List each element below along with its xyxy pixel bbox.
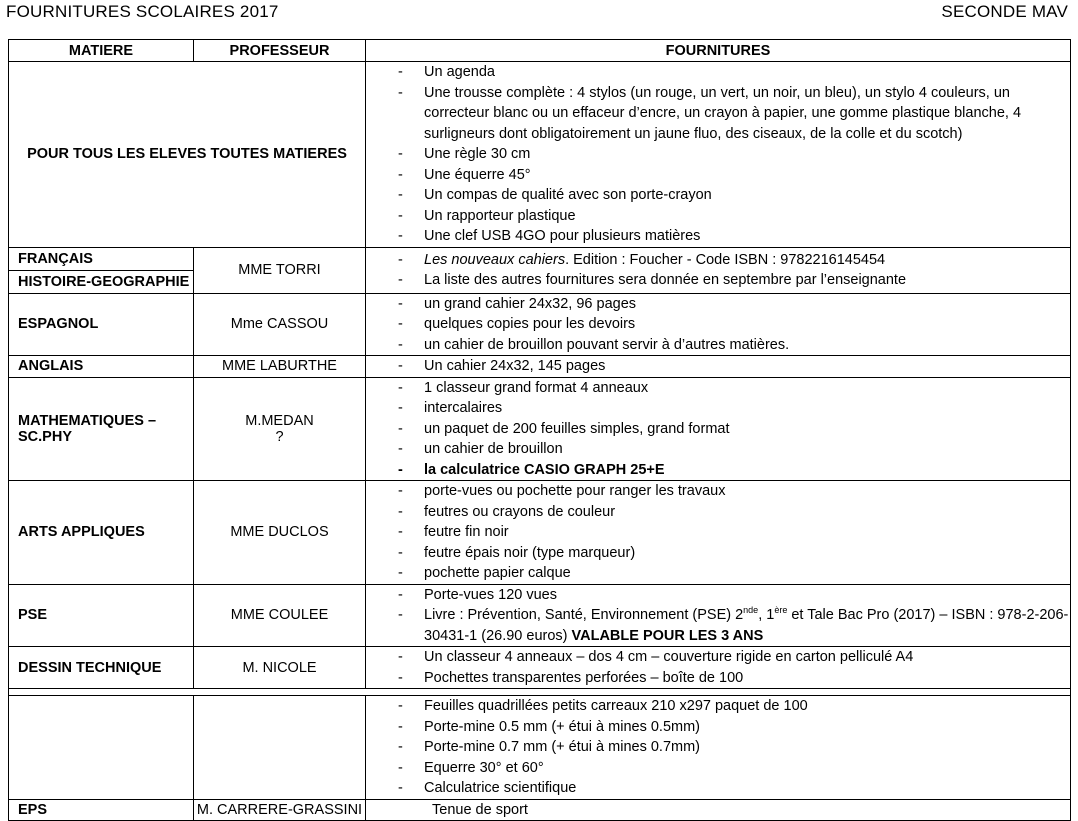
subject-cell: ESPAGNOL	[9, 293, 194, 356]
table-row	[9, 481, 1071, 585]
table-row	[9, 799, 1071, 820]
supplies-table	[8, 39, 1071, 821]
teacher-cell: MME COULEE	[194, 584, 366, 647]
list-item: - la calculatrice CASIO GRAPH 25+E	[366, 460, 1070, 481]
supplies-cell	[366, 584, 1071, 647]
list-item: - Pochettes transparentes perforées – boîte de 100	[366, 668, 1070, 689]
column-header-matiere: MATIERE	[9, 40, 194, 62]
supplies-cell	[366, 62, 1071, 248]
teacher-unknown: ?	[275, 428, 284, 445]
teacher-cell	[194, 696, 366, 800]
list-item: - Une équerre 45°	[366, 165, 1070, 186]
teacher-cell: Mme CASSOU	[194, 293, 366, 356]
supplies-cell	[366, 247, 1071, 293]
subject-label: FRANÇAIS	[18, 250, 93, 267]
table-row	[9, 647, 1071, 689]
subject-cell: ARTS APPLIQUES	[9, 481, 194, 585]
list-item: - Equerre 30° et 60°	[366, 758, 1070, 779]
book-title: Les nouveaux cahiers	[424, 251, 566, 268]
list-item: - un cahier de brouillon	[366, 439, 1070, 460]
teacher-cell: MME TORRI	[194, 247, 366, 293]
table-row	[9, 356, 1071, 378]
document-title: FOURNITURES SCOLAIRES 2017	[6, 2, 279, 21]
subject-cell	[9, 247, 194, 293]
teacher-name: M.MEDAN	[245, 412, 314, 429]
column-header-professeur: PROFESSEUR	[194, 40, 366, 62]
list-item: - pochette papier calque	[366, 563, 1070, 584]
table-row	[9, 247, 1071, 293]
subject-cell	[9, 696, 194, 800]
supplies-cell: Tenue de sport	[366, 799, 1071, 820]
subject-cell: DESSIN TECHNIQUE	[9, 647, 194, 689]
list-item: - feutres ou crayons de couleur	[366, 502, 1070, 523]
teacher-cell	[194, 377, 366, 481]
list-item: - Une trousse complète : 4 stylos (un rouge, un vert, un noir, un bleu), un stylo 4 couleurs, un correcteur blanc ou un effaceur d’encre, un crayon à papier, une gomme plastique blanche, 4 surligneurs dont obligatoirement un jaune fluo, des ciseaux, de la colle et du scotch)	[366, 83, 1070, 145]
list-item: - intercalaires	[366, 398, 1070, 419]
subject-label: HISTOIRE-GEOGRAPHIE	[9, 270, 193, 293]
list-item: - Un cahier 24x32, 145 pages	[366, 356, 1070, 377]
list-item: - Un compas de qualité avec son porte-crayon	[366, 185, 1070, 206]
list-item: - un paquet de 200 feuilles simples, grand format	[366, 419, 1070, 440]
supplies-cell	[366, 293, 1071, 356]
table-row	[9, 696, 1071, 800]
table-gap-row	[9, 689, 1071, 696]
table-row	[9, 584, 1071, 647]
subject-cell: EPS	[9, 799, 194, 820]
list-item: - un grand cahier 24x32, 96 pages	[366, 294, 1070, 315]
list-item: - Un classeur 4 anneaux – dos 4 cm – couverture rigide en carton pelliculé A4	[366, 647, 1070, 668]
list-item: - feutre épais noir (type marqueur)	[366, 543, 1070, 564]
class-label: SECONDE MAV	[941, 2, 1068, 21]
teacher-cell: M. NICOLE	[194, 647, 366, 689]
supplies-cell	[366, 377, 1071, 481]
subject-cell: PSE	[9, 584, 194, 647]
supplies-cell	[366, 356, 1071, 378]
subject-cell: ANGLAIS	[9, 356, 194, 378]
list-item: - Une règle 30 cm	[366, 144, 1070, 165]
list-item: - Calculatrice scientifique	[366, 778, 1070, 799]
table-row	[9, 293, 1071, 356]
list-item: - porte-vues ou pochette pour ranger les travaux	[366, 481, 1070, 502]
list-item: - Un rapporteur plastique	[366, 206, 1070, 227]
table-row	[9, 377, 1071, 481]
list-item: - Une clef USB 4GO pour plusieurs matières	[366, 226, 1070, 247]
list-item: - Porte-vues 120 vues	[366, 585, 1070, 606]
list-item: - Porte-mine 0.5 mm (+ étui à mines 0.5mm)	[366, 717, 1070, 738]
teacher-cell: M. CARRERE-GRASSINI	[194, 799, 366, 820]
list-item	[366, 250, 1070, 271]
column-header-fournitures: FOURNITURES	[366, 40, 1071, 62]
table-row	[9, 62, 1071, 248]
supplies-cell	[366, 696, 1071, 800]
teacher-cell: MME DUCLOS	[194, 481, 366, 585]
list-item: - feutre fin noir	[366, 522, 1070, 543]
book-details: . Edition : Foucher - Code ISBN : 9782216145454	[565, 251, 886, 268]
list-item: - 1 classeur grand format 4 anneaux	[366, 378, 1070, 399]
supplies-cell	[366, 481, 1071, 585]
list-item: - Un agenda	[366, 62, 1070, 83]
teacher-cell: MME LABURTHE	[194, 356, 366, 378]
list-item: - un cahier de brouillon pouvant servir à d’autres matières.	[366, 335, 1070, 356]
list-item: - Feuilles quadrillées petits carreaux 210 x297 paquet de 100	[366, 696, 1070, 717]
subject-cell: MATHEMATIQUES – SC.PHY	[9, 377, 194, 481]
table-header-row	[9, 40, 1071, 62]
list-item: - quelques copies pour les devoirs	[366, 314, 1070, 335]
list-item: - La liste des autres fournitures sera donnée en septembre par l’enseignante	[366, 270, 1070, 291]
supplies-cell	[366, 647, 1071, 689]
subject-cell: POUR TOUS LES ELEVES TOUTES MATIERES	[9, 62, 366, 248]
list-item: - Porte-mine 0.7 mm (+ étui à mines 0.7mm)	[366, 737, 1070, 758]
list-item: - Livre : Prévention, Santé, Environnement (PSE) 2nde, 1ère et Tale Bac Pro (2017) – ISBN : 978-2-206-30431-1 (26.90 euros) VALABLE POUR LES 3 ANS	[366, 605, 1070, 646]
